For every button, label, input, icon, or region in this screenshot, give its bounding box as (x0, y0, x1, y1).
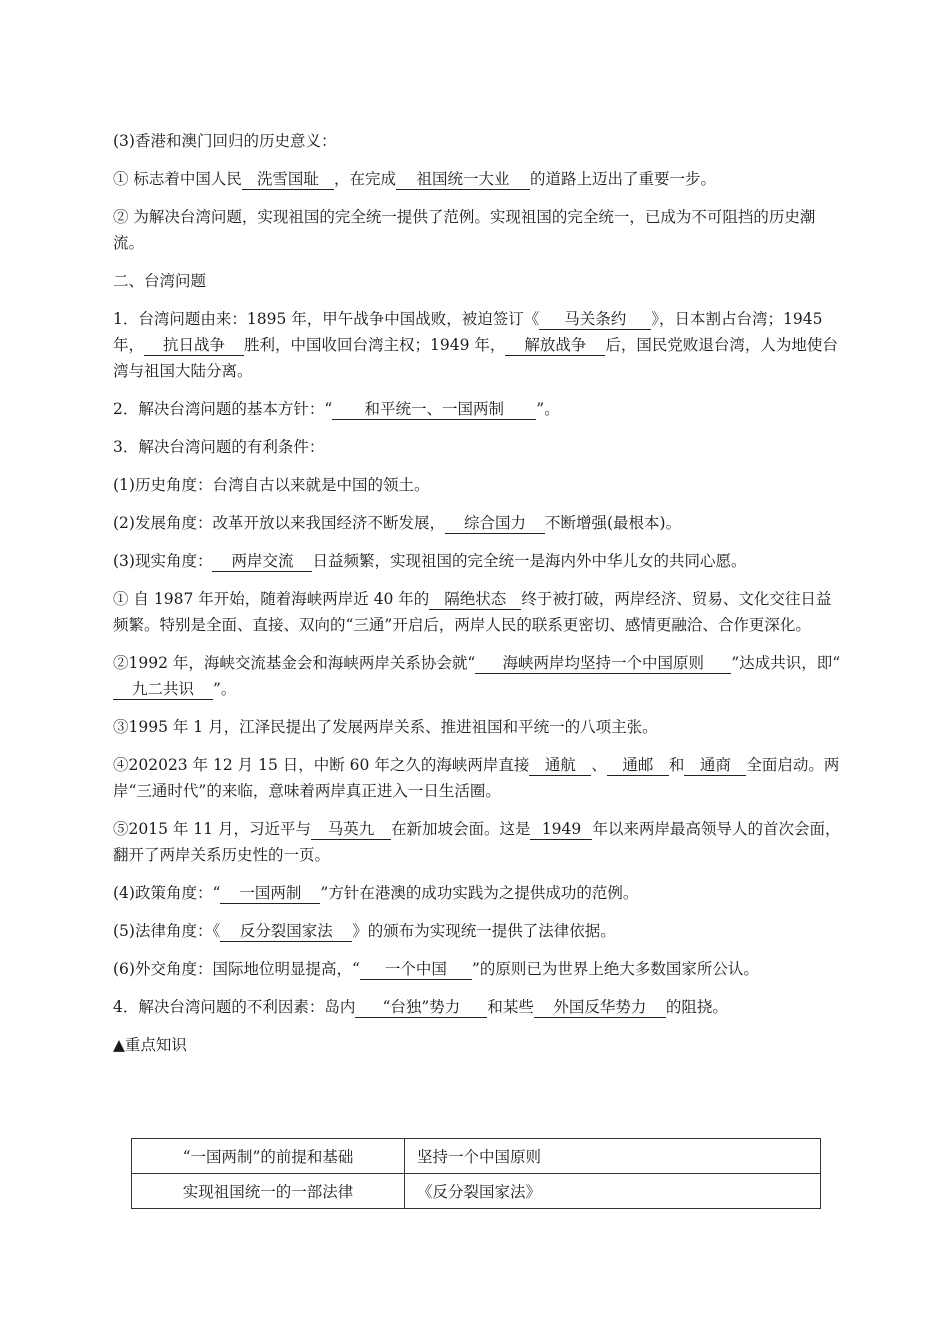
text: ”达成共识，即“ (731, 654, 841, 672)
table-row (132, 1139, 821, 1174)
section-heading-taiwan: 二、台湾问题 (113, 272, 207, 290)
key-knowledge-heading: ▲重点知识 (113, 1036, 187, 1054)
text: 的道路上迈出了重要一步。 (529, 170, 716, 188)
answer-blank: 一国两制 (220, 883, 320, 904)
paragraph-origin (113, 306, 843, 384)
paragraph-policy-angle (113, 880, 843, 906)
paragraph-development-angle (113, 510, 843, 536)
key-knowledge-table (131, 1138, 821, 1209)
answer-blank: 祖国统一大业 (396, 169, 530, 190)
paragraph-policy (113, 396, 843, 422)
text: 1．台湾问题由来：1895 年，甲午战争中国战败，被迫签订《 (113, 310, 540, 328)
table-cell-value: 《反分裂国家法》 (405, 1174, 821, 1209)
text: (4)政策角度：“ (113, 884, 221, 902)
text: ②1992 年，海峡交流基金会和海峡两岸关系协会就“ (113, 654, 476, 672)
text: 》的颁布为实现统一提供了法律依据。 (352, 922, 616, 940)
answer-blank: 反分裂国家法 (220, 921, 352, 942)
section-heading-significance: (3)香港和澳门回归的历史意义： (113, 132, 337, 150)
answer-blank: 马关条约 (539, 309, 651, 330)
text: ”的原则已为世界上绝大多数国家所公认。 (471, 960, 759, 978)
table-row (132, 1174, 821, 1209)
paragraph-history-angle: (1)历史角度：台湾自古以来就是中国的领土。 (113, 476, 430, 494)
answer-blank: 综合国力 (445, 513, 545, 534)
answer-blank: 洗雪国耻 (242, 169, 334, 190)
text: ① 标志着中国人民 (113, 170, 242, 188)
text: (2)发展角度：改革开放以来我国经济不断发展， (113, 514, 445, 532)
paragraph-favorable-title: 3．解决台湾问题的有利条件： (113, 438, 325, 456)
document-body (113, 128, 843, 1058)
text: 4．解决台湾问题的不利因素：岛内 (113, 998, 356, 1016)
text: (5)法律角度：《 (113, 922, 221, 940)
text: 2．解决台湾问题的基本方针：“ (113, 400, 333, 418)
answer-blank: 马英九 (311, 819, 391, 840)
answer-blank: “台独”势力 (355, 997, 487, 1018)
answer-blank: 解放战争 (505, 335, 605, 356)
paragraph-item-5 (113, 816, 843, 868)
paragraph-reality-angle (113, 548, 843, 574)
answer-blank: 抗日战争 (144, 335, 244, 356)
text: ⑤2015 年 11 月，习近平与 (113, 820, 311, 838)
text: ”。 (213, 680, 237, 698)
answer-blank: 海峡两岸均坚持一个中国原则 (475, 653, 731, 674)
text: ④202023 年 12 月 15 日，中断 60 年之久的海峡两岸直接 (113, 756, 530, 774)
answer-blank: 通航 (529, 755, 591, 776)
text: (3)现实角度： (113, 552, 213, 570)
text: 日益频繁，实现祖国的完全统一是海内外中华儿女的共同心愿。 (312, 552, 747, 570)
answer-blank: 通商 (684, 755, 746, 776)
answer-blank: 一个中国 (360, 959, 472, 980)
answer-blank: 1949 (530, 819, 592, 840)
text: 在新加坡会面。这是 (390, 820, 531, 838)
answer-blank: 隔绝状态 (429, 589, 521, 610)
text: 全面启动。两岸“三通时代”的来临，意味着两岸真正进入一日生活圈。 (113, 756, 840, 800)
text: 和 (668, 756, 685, 774)
table-cell-key: 实现祖国统一的一部法律 (132, 1174, 405, 1209)
text: 、 (591, 756, 607, 774)
text: 》，日本割占台湾；1945 年， (113, 310, 823, 354)
paragraph-item-1 (113, 586, 843, 638)
text: (6)外交角度：国际地位明显提高，“ (113, 960, 360, 978)
answer-blank: 通邮 (607, 755, 669, 776)
text: ”。 (536, 400, 560, 418)
text: 终于被打破，两岸经济、贸易、文化交往日益频繁。特别是全面、直接、双向的“三通”开启后，两岸人民的联系更密切、感情更融洽、合作更深化。 (113, 590, 832, 634)
text: 后，国民党败退台湾，人为地使台湾与祖国大陆分离。 (113, 336, 838, 380)
paragraph-law-angle (113, 918, 843, 944)
text: 年以来两岸最高领导人的首次会面，翻开了两岸关系历史性的一页。 (113, 820, 841, 864)
paragraph-item-4 (113, 752, 843, 804)
paragraph-significance-1 (113, 166, 843, 192)
paragraph-item-3: ③1995 年 1 月，江泽民提出了发展两岸关系、推进祖国和平统一的八项主张。 (113, 718, 658, 736)
answer-blank: 九二共识 (113, 679, 213, 700)
text: 和某些 (487, 998, 534, 1016)
text: 不断增强(最根本)。 (544, 514, 682, 532)
text: 胜利，中国收回台湾主权；1949 年， (244, 336, 506, 354)
answer-blank: 外国反华势力 (534, 997, 666, 1018)
paragraph-significance-2: ② 为解决台湾问题，实现祖国的完全统一提供了范例。实现祖国的完全统一，已成为不可阻挡的历史潮流。 (113, 208, 816, 252)
text: 的阻挠。 (665, 998, 728, 1016)
table-cell-key: “一国两制”的前提和基础 (132, 1139, 405, 1174)
paragraph-unfavorable (113, 994, 843, 1020)
paragraph-diplomacy-angle (113, 956, 843, 982)
text: ① 自 1987 年开始，随着海峡两岸近 40 年的 (113, 590, 430, 608)
text: ，在完成 (333, 170, 396, 188)
answer-blank: 和平统一、一国两制 (332, 399, 536, 420)
table-cell-value: 坚持一个中国原则 (405, 1139, 821, 1174)
paragraph-item-2 (113, 650, 843, 702)
answer-blank: 两岸交流 (212, 551, 312, 572)
text: ”方针在港澳的成功实践为之提供成功的范例。 (320, 884, 639, 902)
